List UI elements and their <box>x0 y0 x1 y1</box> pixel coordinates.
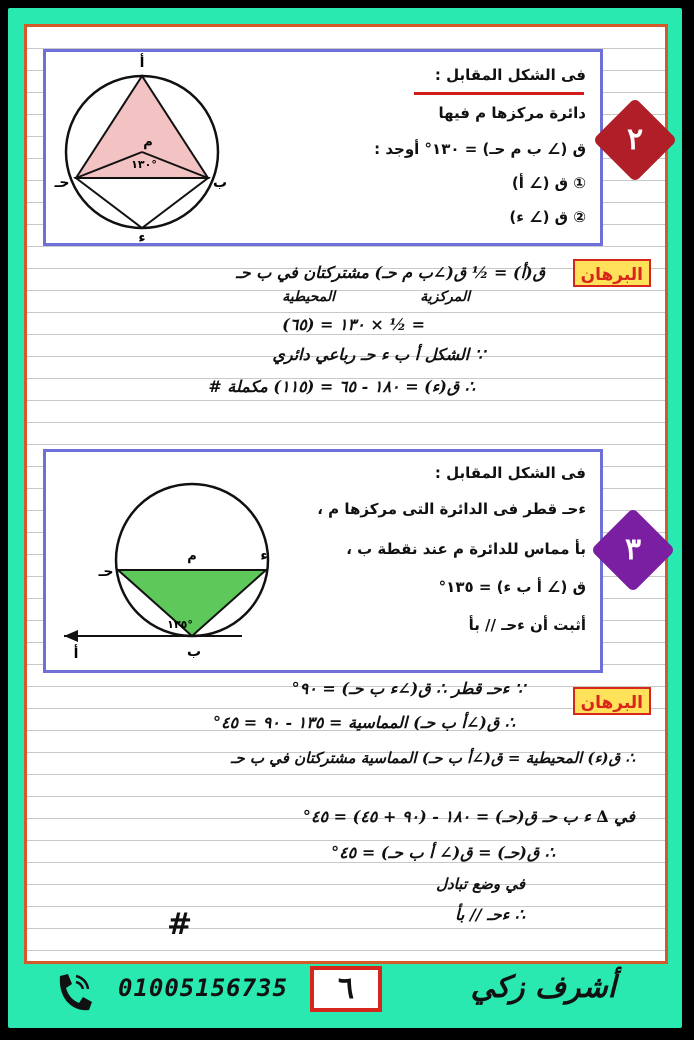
label-b: ب <box>186 644 202 660</box>
solution-3-line2: ∴ ق(∠أ ب حـ) المماسية = ١٣٥ - ٩٠ = ٤٥° <box>212 713 515 732</box>
label-a: أ <box>73 646 79 662</box>
burhan-label-2: البرهان <box>573 259 651 287</box>
label-b: ب <box>212 175 228 191</box>
problem-3-box <box>43 449 603 673</box>
solution-2-line4: ∵ الشكل أ ب ء حـ رباعي دائري <box>272 345 485 364</box>
worksheet-page <box>24 24 668 964</box>
problem-3-line1: ءحـ قطر فى الدائرة التى مركزها م ، <box>317 500 586 518</box>
label-d: ء <box>138 230 146 242</box>
solution-3-line6: في وضع تبادل <box>436 875 525 893</box>
solution-3-line1: ∵ ءحـ قطر ∴ ق(∠ء ب حـ) = ٩٠° <box>291 679 525 698</box>
footer-bar <box>24 964 668 1020</box>
solution-3-line7: ∴ ءحـ // بأ <box>454 905 525 924</box>
problem-3-line3: ق (∠ أ ب ء) = ١٣٥° <box>438 578 586 596</box>
problem-3-figure <box>52 452 272 667</box>
solution-2-line2a: المحيطية <box>282 289 335 305</box>
problem-3-line2: بأ مماس للدائرة م عند نقطة ب ، <box>346 540 586 558</box>
problem-3-line4: أثبت أن ءحـ // بأ <box>468 616 586 634</box>
label-m: م <box>187 549 197 564</box>
author-name: أشرف زكي <box>470 970 616 1005</box>
solution-2-line1: ق(أ) = ½ ق(∠ب م حـ) مشتركتان في ب حـ <box>236 263 545 282</box>
problem-2-line1: دائرة مركزها م فيها <box>438 104 586 122</box>
badge-number: ٣ <box>624 532 642 567</box>
tangent-arrow <box>64 630 78 642</box>
problem-2-figure <box>52 52 232 242</box>
label-c: حـ <box>54 175 70 191</box>
problem-2-line2: ق (∠ ب م حـ) = ١٣٠° أوجد : <box>374 140 586 158</box>
label-a: أ <box>139 55 145 71</box>
solution-2-line3: = ½ × ١٣٠ = (٦٥) <box>282 315 425 334</box>
problem-3-heading: فى الشكل المقابل : <box>434 464 586 482</box>
page-number: ٦ <box>310 966 382 1012</box>
problem-2-item2: ② ق (∠ ء) <box>509 208 586 226</box>
phone-number: 01005156735 <box>118 974 288 1002</box>
problem-2-heading: فى الشكل المقابل : <box>434 66 586 84</box>
angle-label: ١٣٥° <box>167 618 193 631</box>
solution-3-line4: في ∆ ء ب حـ ق(حـ) = ١٨٠ - (٩٠ + ٤٥) = ٤٥° <box>302 807 635 826</box>
problem-2-item1: ① ق (∠ أ) <box>511 174 586 192</box>
burhan-label-3: البرهان <box>573 687 651 715</box>
solution-3-line5: ∴ ق(حـ) = ق(∠ أ ب حـ) = ٤٥° <box>331 843 555 862</box>
solution-3-line3: ∴ ق(ء) المحيطية = ق(∠أ ب حـ) المماسية مشتركتان في ب حـ <box>230 749 635 767</box>
solution-2-line5: ∴ ق(ء) = ١٨٠ - ٦٥ = (١١٥) مكملة # <box>208 377 475 396</box>
problem-2-badge <box>605 110 665 170</box>
solution-2-line2b: المركزية <box>420 289 470 305</box>
solution-3-end-mark: # <box>167 907 193 942</box>
heading-underline <box>414 92 584 95</box>
phone-icon <box>52 970 94 1014</box>
label-d: ء <box>260 548 268 564</box>
quadrilateral <box>76 178 208 228</box>
problem-2-box <box>43 49 603 246</box>
problem-3-badge <box>603 520 663 580</box>
badge-number: ٢ <box>626 122 644 157</box>
label-m: م <box>143 135 153 150</box>
angle-label: ١٣٠° <box>131 158 157 171</box>
label-c: حـ <box>98 564 114 580</box>
